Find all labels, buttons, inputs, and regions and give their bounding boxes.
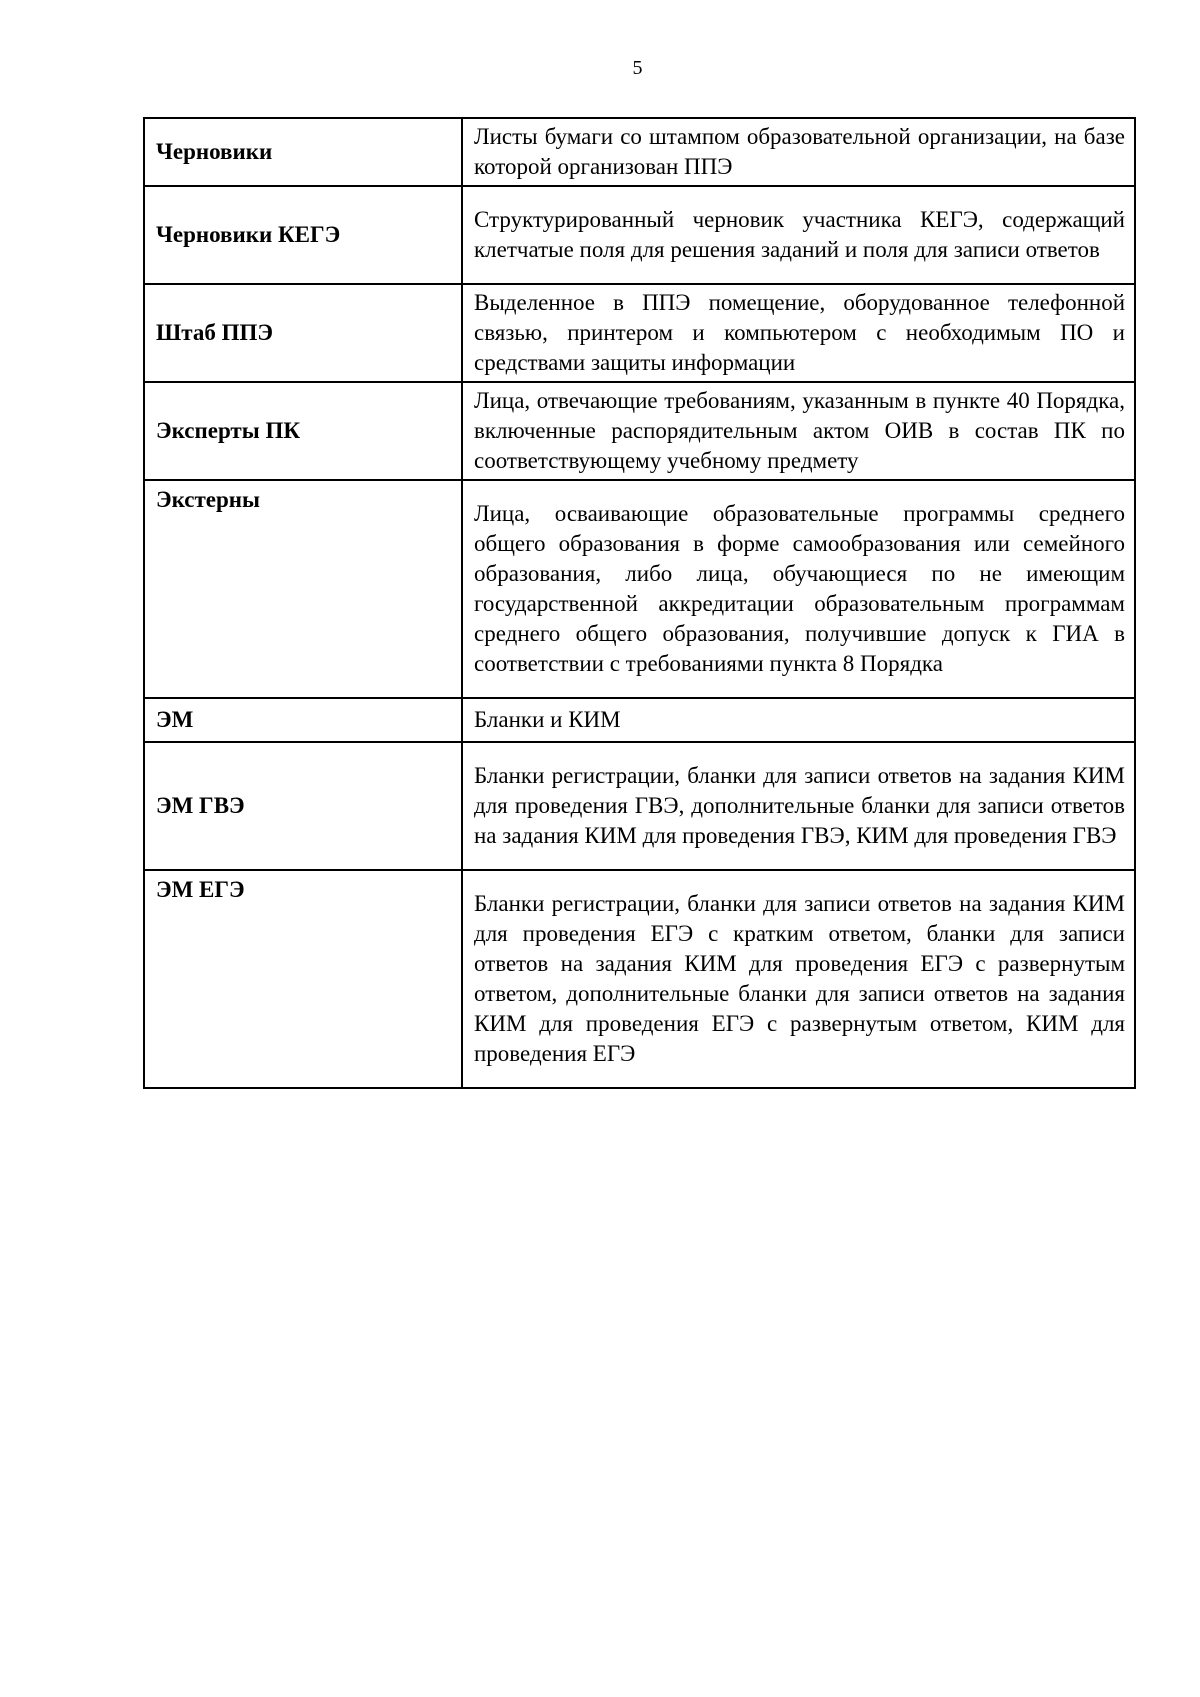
table-row [144,480,1135,698]
term-cell: ЭМ ЕГЭ [144,870,462,1088]
definition-cell: Структурированный черновик участника КЕГЭ, содержащий клетчатые поля для решения заданий и поля для записи ответов [462,186,1135,284]
term-cell: Эксперты ПК [144,382,462,480]
table-row [144,186,1135,284]
table-row [144,870,1135,1088]
term-cell: ЭМ ГВЭ [144,742,462,870]
term-cell: Черновики КЕГЭ [144,186,462,284]
table-row [144,698,1135,742]
definition-cell: Бланки регистрации, бланки для записи ответов на задания КИМ для проведения ГВЭ, дополнительные бланки для записи ответов на задания КИМ для проведения ГВЭ, КИМ для проведения ГВЭ [462,742,1135,870]
definition-cell: Листы бумаги со штампом образовательной организации, на базе которой организован ППЭ [462,118,1135,186]
term-cell: Черновики [144,118,462,186]
definition-cell: Лица, осваивающие образовательные программы среднего общего образования в форме самообразования или семейного образования, либо лица, обучающиеся по не имеющим государственной аккредитации образовательным программам среднего общего образования, получившие допуск к ГИА в соответствии с требованиями пункта 8 Порядка [462,480,1135,698]
definition-cell: Бланки регистрации, бланки для записи ответов на задания КИМ для проведения ЕГЭ с кратким ответом, бланки для записи ответов на задания КИМ для проведения ЕГЭ с развернутым ответом, дополнительные бланки для записи ответов на задания КИМ для проведения ЕГЭ с развернутым ответом, КИМ для проведения ЕГЭ [462,870,1135,1088]
glossary-table [143,117,1136,1089]
term-cell: Штаб ППЭ [144,284,462,382]
page-number: 5 [632,57,643,79]
table-row [144,742,1135,870]
table-row [144,284,1135,382]
definition-cell: Лица, отвечающие требованиям, указанным в пункте 40 Порядка, включенные распорядительным актом ОИВ в состав ПК по соответствующему учебному предмету [462,382,1135,480]
table-row [144,382,1135,480]
definition-cell: Бланки и КИМ [462,698,1135,742]
term-cell: ЭМ [144,698,462,742]
term-cell: Экстерны [144,480,462,698]
definition-cell: Выделенное в ППЭ помещение, оборудованное телефонной связью, принтером и компьютером с необходимым ПО и средствами защиты информации [462,284,1135,382]
table-row [144,118,1135,186]
